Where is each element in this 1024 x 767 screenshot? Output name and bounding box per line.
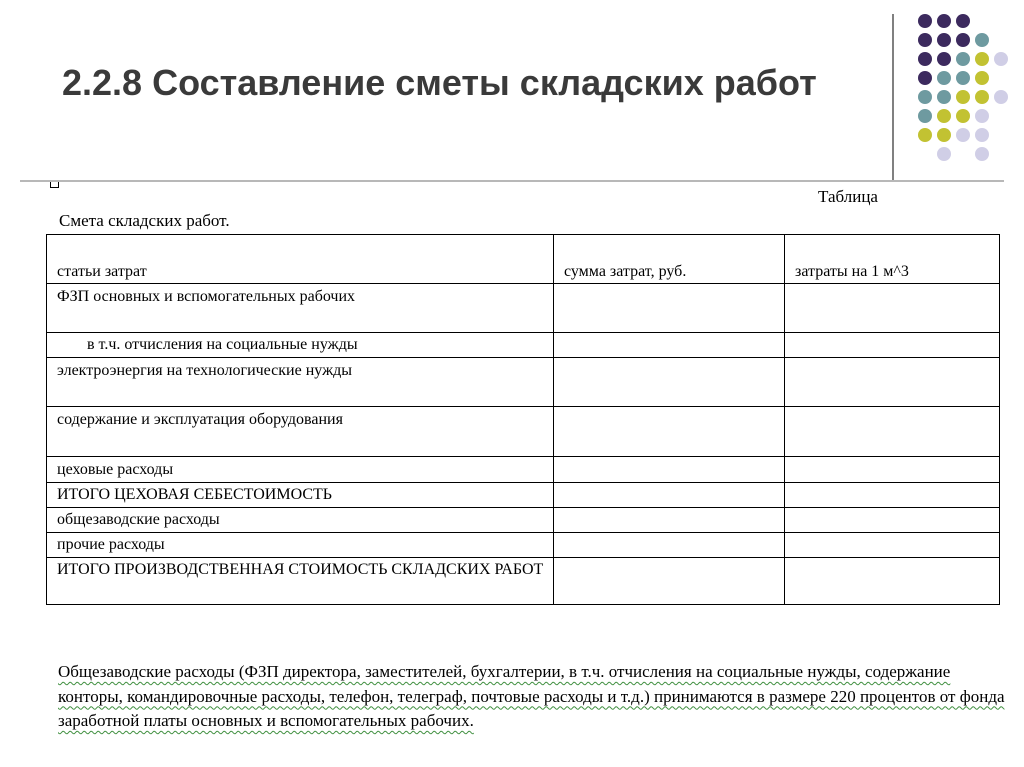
table-row [47,457,1000,483]
row-sum [554,533,785,558]
dot [956,71,970,85]
footnote-paragraph [58,660,1018,734]
table-caption: Смета складских работ. [59,211,230,230]
row-label: в т.ч. отчисления на социальные нужды [47,333,554,358]
row-per-m3 [785,284,1000,333]
dot [956,33,970,47]
table-row [47,407,1000,457]
row-sum [554,284,785,333]
dot [918,109,932,123]
row-label: цеховые расходы [47,457,554,483]
dot [956,128,970,142]
dot [937,147,951,161]
dot [975,71,989,85]
header-cost-items: статьи затрат [47,235,554,284]
row-per-m3 [785,558,1000,605]
dot [918,14,932,28]
table-label: Таблица [818,187,878,206]
row-label: электроэнергия на технологические нужды [47,358,554,407]
dot [975,128,989,142]
dot [918,128,932,142]
dot [956,52,970,66]
row-sum [554,558,785,605]
row-per-m3 [785,457,1000,483]
dot [994,90,1008,104]
table-header-row [47,235,1000,284]
row-sum [554,333,785,358]
row-label: прочие расходы [47,533,554,558]
dot [975,90,989,104]
title-vertical-rule [892,14,894,182]
table-row [47,284,1000,333]
dot [975,52,989,66]
table-row [47,333,1000,358]
table-row [47,508,1000,533]
dot [937,71,951,85]
row-sum [554,407,785,457]
table-row [47,533,1000,558]
dot [994,52,1008,66]
row-sum [554,508,785,533]
dot [975,33,989,47]
row-label: содержание и эксплуатация оборудования [47,407,554,457]
paragraph-mark-icon [50,182,59,188]
dot [956,90,970,104]
dot [975,109,989,123]
dot [975,147,989,161]
footnote-text: Общезаводские расходы (ФЗП директора, заместителей, бухгалтерии, в т.ч. отчисления на социальные нужды, содержание конторы, командировочные расходы, телефон, телеграф, почтовые расходы и т.д.) принимаются в размере 220 процентов от фонда заработной платы основных и вспомогательных рабочих. [58,662,1005,730]
row-per-m3 [785,333,1000,358]
row-sum [554,358,785,407]
table-row [47,358,1000,407]
row-sum [554,457,785,483]
row-per-m3 [785,533,1000,558]
dot [937,33,951,47]
dot [918,71,932,85]
slide-title: 2.2.8 Составление сметы складских работ [62,62,817,103]
dot [918,52,932,66]
row-label: общезаводские расходы [47,508,554,533]
row-per-m3 [785,358,1000,407]
dot [918,33,932,47]
cost-estimate-table [46,234,1000,605]
dot [918,90,932,104]
row-label: ИТОГО ЦЕХОВАЯ СЕБЕСТОИМОСТЬ [47,483,554,508]
dot [937,14,951,28]
dot [956,109,970,123]
row-sum [554,483,785,508]
header-cost-sum: сумма затрат, руб. [554,235,785,284]
title-horizontal-rule [20,180,1004,182]
dot [937,109,951,123]
dot [937,52,951,66]
row-per-m3 [785,508,1000,533]
dot [956,14,970,28]
table-row [47,558,1000,605]
dot [937,90,951,104]
table-row [47,483,1000,508]
header-cost-per-m3: затраты на 1 м^3 [785,235,1000,284]
row-label: ФЗП основных и вспомогательных рабочих [47,284,554,333]
row-per-m3 [785,407,1000,457]
dot [937,128,951,142]
row-label: ИТОГО ПРОИЗВОДСТВЕННАЯ СТОИМОСТЬ СКЛАДСКИХ РАБОТ [47,558,554,605]
row-per-m3 [785,483,1000,508]
